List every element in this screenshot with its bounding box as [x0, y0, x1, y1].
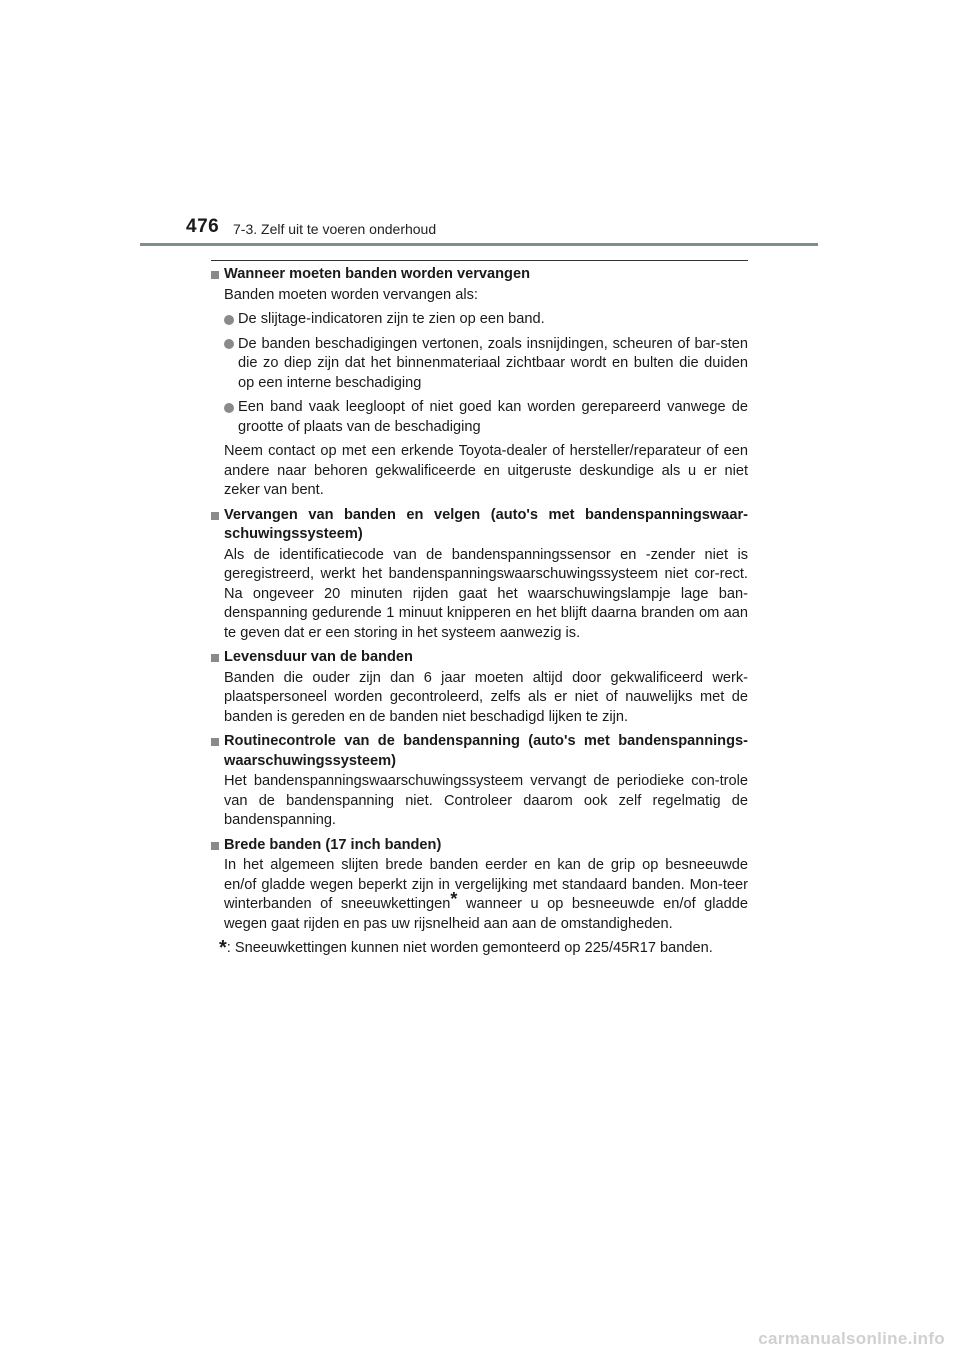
footnote-asterisk: * — [450, 889, 458, 909]
circle-bullet-icon — [224, 315, 234, 325]
section-heading: Routinecontrole van de bandenspanning (auto's met bandenspannings-waarschuwingssysteem) — [211, 732, 748, 771]
paragraph: Neem contact op met een erkende Toyota-dealer of hersteller/reparateur of een andere naar behoren gekwalificeerde en uitgeruste deskundige als u er niet zeker van bent. — [224, 443, 748, 498]
section-tire-lifespan — [211, 648, 748, 727]
section-heading: Wanneer moeten banden worden vervangen — [211, 265, 748, 285]
manual-content — [211, 265, 748, 959]
circle-bullet-icon — [224, 403, 234, 413]
square-bullet-icon — [211, 271, 219, 279]
circle-bullet-icon — [224, 339, 234, 349]
section-heading: Levensduur van de banden — [211, 648, 748, 668]
square-bullet-icon — [211, 512, 219, 520]
section-pressure-check — [211, 732, 748, 831]
content-rule — [211, 260, 748, 261]
paragraph: Banden moeten worden vervangen als: — [224, 286, 478, 303]
section-heading: Vervangen van banden en velgen (auto's met bandenspanningswaar-schuwingssysteem) — [211, 506, 748, 545]
section-heading: Brede banden (17 inch banden) — [211, 836, 748, 856]
paragraph: Als de identificatiecode van de bandenspanningssensor en -zender niet is geregistreerd, werkt het bandenspanningswaarschuwingssysteem niet cor-rect. Na ongeveer 20 minuten rijden gaat het waarschuwingslampje lage ban-denspanning gedurende 1 minuut knipperen en het blijft daarna branden om aan te geven dat er een storing in het systeem aanwezig is. — [224, 546, 748, 641]
paragraph: In het algemeen slijten brede banden eerder en kan de grip op besneeuwde en/of gladde wegen beperkt zijn in vergelijking met standaard banden. Mon-teer winterbanden of sneeuwkettingen* wanneer u op besneeuwde en/of gladde wegen gaat rijden en pas uw rijsnelheid aan aan de omstandigheden. — [224, 857, 748, 932]
footnote — [219, 939, 748, 959]
paragraph: Banden die ouder zijn dan 6 jaar moeten altijd door gekwalificeerd werk-plaatspersoneel worden gecontroleerd, zelfs als er niet of nauwelijks met de banden is gereden en de banden niet beschadigd lijken te zijn. — [224, 669, 748, 725]
list-item: De slijtage-indicatoren zijn te zien op een band. — [224, 310, 748, 330]
list-item: De banden beschadigingen vertonen, zoals insnijdingen, scheuren of bar-sten die zo diep zijn dat het binnenmateriaal zichtbaar wordt en bulten die duiden op een interne beschadiging — [224, 335, 748, 394]
square-bullet-icon — [211, 842, 219, 850]
paragraph: Het bandenspanningswaarschuwingssysteem vervangt de periodieke con-trole van de bandenspanning niet. Controleer daarom ook zelf regelmatig de bandenspanning. — [224, 773, 748, 828]
square-bullet-icon — [211, 654, 219, 662]
square-bullet-icon — [211, 738, 219, 746]
chapter-title: 7-3. Zelf uit te voeren onderhoud — [233, 221, 437, 237]
header-rule — [140, 243, 818, 246]
page-number: 476 — [186, 216, 220, 237]
section-tire-wheel-replacement — [211, 506, 748, 644]
section-tire-replacement — [211, 265, 748, 501]
section-wide-tires — [211, 836, 748, 935]
watermark: carmanualsonline.info — [758, 1329, 945, 1348]
footnote-mark: * — [219, 937, 227, 959]
footnote-text: : Sneeuwkettingen kunnen niet worden gemonteerd op 225/45R17 banden. — [226, 940, 713, 956]
list-item: Een band vaak leegloopt of niet goed kan worden gerepareerd vanwege de grootte of plaats van de beschadiging — [224, 398, 748, 437]
